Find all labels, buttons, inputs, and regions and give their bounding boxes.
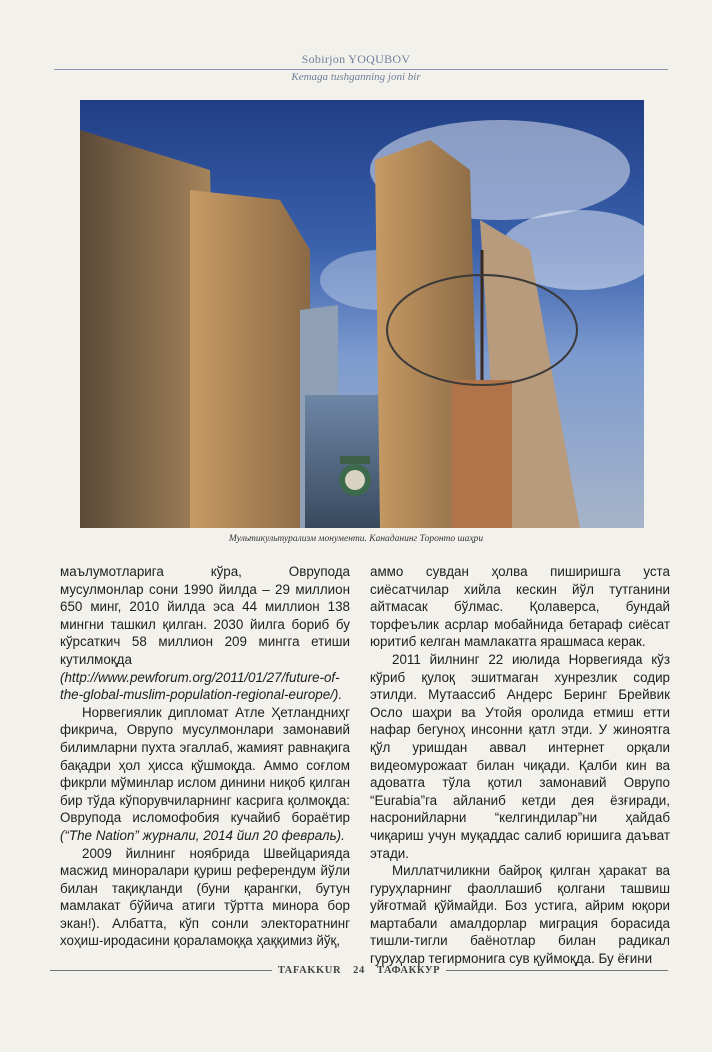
photo-caption: Мультикультурализм монументи. Канаданинг Торонто шаҳри	[228, 534, 484, 544]
right-paragraph-3: Миллатчиликни байроқ қилган ҳаракат ва гуруҳларнинг фаоллашиб қолгани ташвиш уйғотмай қўймайди. Боз устига, айрим юқори мартабали амалдорлар миграция борасида тишли-тигли баёнотлар билан радикал гуруҳлар тегирмонига сув қуймоқда. Бу ёғини	[370, 863, 670, 967]
source-link[interactable]: (http://www.pewforum.org/2011/01/27/future-of-the-global-muslim-population-regional-europe/).	[60, 669, 343, 703]
right-column	[370, 563, 670, 968]
left-column	[60, 563, 350, 950]
left-paragraph-2: Норвегиялик дипломат Атле Ҳетландниҳг фикрича, Оврупо мусулмонлари замонавий билимларни пухта эгаллаб, жамият равнақига бақадри ҳол ҳисса қўшмоқда. Аммо соғлом фикрли мўминлар ислом динини ниқоб қилган бир тўда кўпорувчиларнинг касрига қолмоқда: Оврупода исломофобия кучайиб бораётир (“The Nation” журнали, 2014 йил 20 февраль).	[60, 704, 350, 843]
page-number: 24	[353, 964, 365, 976]
running-header	[0, 52, 712, 83]
source-citation: (“The Nation” журнали, 2014 йил 20 февраль).	[60, 827, 345, 843]
footer-rule-left	[50, 970, 272, 971]
right-paragraph-2: 2011 йилнинг 22 июлида Норвегияда кўз кўриб қулоқ эшитмаган хунрезлик содир этилди. Мутаассиб Андерс Беринг Брейвик Осло шаҳри ва Утойя оролида етмиш етти нафар бегуноҳ инсонни қатл этди. У жиноятга қўл уришдан аввал интернет орқали видеомурожаат билан чиқади. Қалби кин ва адоватга тўла қотил замонавий Оврупо “Eurabia”га айланиб кетди дея ёзғиради, насронийларни “келгиндилар”ни ҳайдаб чиқариш учун муқаддас салиб юришига даъват этади.	[370, 651, 670, 861]
footer-rule-right	[446, 970, 668, 971]
monument-photo	[80, 100, 644, 528]
left-paragraph-3: 2009 йилнинг ноябрида Швейцарияда масжид миноралари қуриш референдум йўли билан тақиқланди (буни қарангки, бутун мамлакат бўйича атиги тўртта минора бор экан!). Албатта, кўп сонли электоратнинг хоҳиш-иродасини қораламоққа ҳаққимиз йўқ,	[60, 845, 350, 949]
right-paragraph-1: аммо сувдан ҳолва пиширишга уста сиёсатчилар хийла кескин йўл тутганини айтмасак бўлмас. Қолаверса, бундай торфеълик асрлар мобайнида бетараф сиёсат юритиб келган мамлакатга ярашмаса керак.	[370, 564, 670, 650]
left-paragraph-1: маълумотларига кўра, Оврупода мусулмонлар сони 1990 йилда – 29 миллион 650 минг, 2010 йилда эса 44 миллион 138 мингни ташкил қилган. 2030 йилга бориб бу кўрсаткич 58 миллион 209 мингга етиши кутилмоқда (http://www.pewforum.org/2011/01/27/future-of-the-global-muslim-population-regional-europe/).	[60, 564, 350, 703]
toronto-monument-illustration	[80, 100, 644, 528]
running-footer	[50, 963, 668, 977]
footer-left-label: TAFAKKUR	[277, 964, 342, 976]
footer-right-label: ТАФАККУР	[376, 964, 441, 976]
header-book-title: Kemaga tushganning joni bir	[291, 71, 421, 83]
header-rule	[54, 69, 668, 70]
header-author: Sobirjon YOQUBOV	[301, 52, 411, 66]
